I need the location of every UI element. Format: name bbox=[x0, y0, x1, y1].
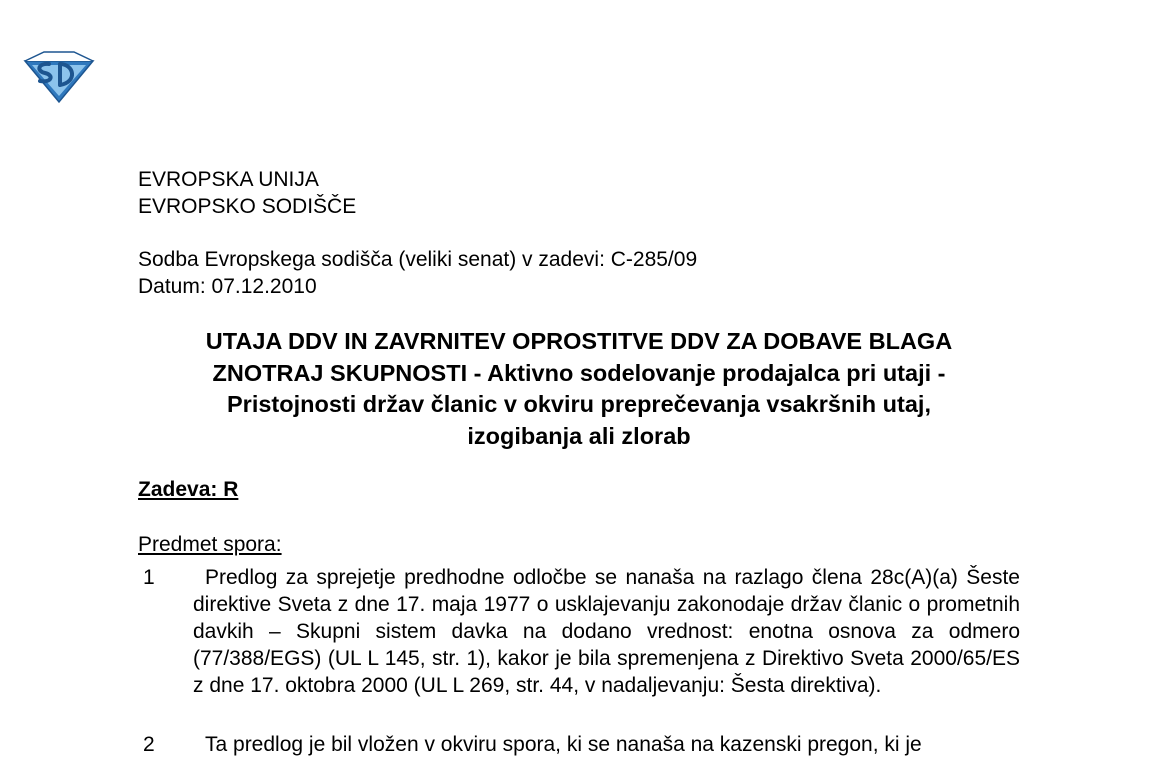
case-party-heading: Zadeva: R bbox=[138, 478, 239, 501]
paragraph-number: 1 bbox=[143, 566, 155, 589]
header-eu: EVROPSKA UNIJA bbox=[138, 168, 319, 191]
case-date: Datum: 07.12.2010 bbox=[138, 275, 317, 298]
title-line-2: ZNOTRAJ SKUPNOSTI - Aktivno sodelovanje prodajalca pri utaji - bbox=[212, 359, 946, 386]
document-title bbox=[138, 326, 1020, 452]
title-line-1: UTAJA DDV IN ZAVRNITEV OPROSTITVE DDV ZA DOBAVE BLAGA bbox=[205, 328, 953, 354]
court-header bbox=[138, 166, 356, 220]
subject-heading: Predmet spora: bbox=[138, 533, 282, 556]
title-line-4: izogibanja ali zlorab bbox=[467, 422, 691, 449]
title-line-3: Pristojnosti držav članic v okviru preprečevanja vsakršnih utaj, bbox=[227, 391, 931, 417]
header-court: EVROPSKO SODIŠČE bbox=[138, 195, 357, 218]
company-logo bbox=[22, 48, 96, 104]
case-info bbox=[138, 246, 697, 300]
paragraph-text: Predlog za sprejetje predhodne odločbe se nanaša na razlago člena 28c(A)(a) Šeste direktive Sveta z dne 17. maja 1977 o usklajevanju zakonodaje držav članic o prometnih davkih – Skupni sistem davka na dodano vrednost: enotna osnova za odmero (77/388/EGS) (UL L 145, str. 1), kakor je bila spremenjena z Direktivo Sveta 2000/65/ES z dne 17. oktobra 2000 (UL L 269, str. 44, v nadaljevanju: Šesta direktiva). bbox=[193, 566, 1020, 697]
paragraph-text: Ta predlog je bil vložen v okviru spora, ki se nanaša na kazenski pregon, ki je bbox=[205, 733, 922, 756]
case-reference: Sodba Evropskega sodišča (veliki senat) v zadevi: C-285/09 bbox=[138, 248, 698, 271]
paragraph-number: 2 bbox=[143, 733, 155, 756]
